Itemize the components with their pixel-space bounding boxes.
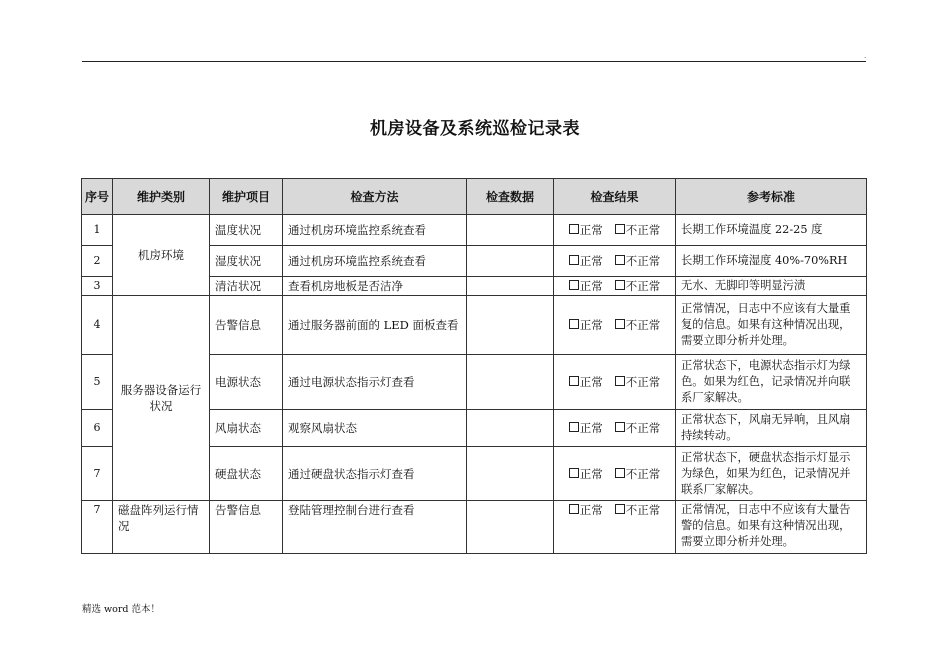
- normal-checkbox[interactable]: [569, 376, 579, 386]
- data-input-cell[interactable]: [467, 501, 554, 554]
- method-cell: 观察风扇状态: [283, 410, 467, 447]
- row-seq: 6: [82, 410, 113, 447]
- item-cell: 温度状况: [210, 215, 283, 246]
- standard-cell: 正常情况，日志中不应该有大量告警的信息。如果有这种情况出现，需要立即分析并处理。: [676, 501, 867, 554]
- abnormal-checkbox[interactable]: [615, 280, 625, 290]
- col-header-standard: 参考标准: [676, 179, 867, 215]
- normal-label: 正常: [579, 279, 603, 293]
- normal-label: 正常: [579, 421, 603, 435]
- normal-label: 正常: [579, 466, 603, 481]
- document-title: 机房设备及系统巡检记录表: [370, 119, 580, 139]
- category-cell: 服务器设备运行状况: [113, 296, 210, 501]
- normal-checkbox[interactable]: [569, 422, 579, 432]
- normal-checkbox[interactable]: [569, 504, 579, 514]
- abnormal-checkbox[interactable]: [615, 319, 625, 329]
- data-input-cell[interactable]: [467, 246, 554, 277]
- row-seq: 7: [82, 447, 113, 501]
- result-cell: [554, 277, 676, 296]
- table-row: [82, 501, 867, 554]
- col-header-seq: 序号: [82, 179, 113, 215]
- normal-label: 正常: [579, 254, 603, 268]
- normal-label: 正常: [579, 503, 603, 517]
- result-cell: [554, 410, 676, 447]
- abnormal-label: 不正常: [625, 466, 661, 481]
- col-header-category: 维护类别: [113, 179, 210, 215]
- result-cell: [554, 447, 676, 501]
- standard-cell: 长期工作环境温度 22-25 度: [676, 215, 867, 246]
- method-cell: 登陆管理控制台进行查看: [283, 501, 467, 554]
- standard-cell: 无水、无脚印等明显污渍: [676, 277, 867, 296]
- table-row: [82, 215, 867, 246]
- row-seq: 1: [82, 215, 113, 246]
- col-header-item: 维护项目: [210, 179, 283, 215]
- method-cell: 通过机房环境监控系统查看: [283, 246, 467, 277]
- result-cell: [554, 501, 676, 554]
- standard-cell: 正常状态下，电源状态指示灯为绿色。如果为红色，记录情况并向联系厂家解决。: [676, 355, 867, 410]
- abnormal-checkbox[interactable]: [615, 504, 625, 514]
- corner-mark: .: [864, 52, 867, 60]
- data-input-cell[interactable]: [467, 355, 554, 410]
- header-rule: [82, 61, 866, 62]
- item-cell: 硬盘状态: [210, 447, 283, 501]
- normal-checkbox[interactable]: [569, 280, 579, 290]
- result-cell: [554, 355, 676, 410]
- method-cell: 查看机房地板是否洁净: [283, 277, 467, 296]
- normal-label: 正常: [579, 318, 603, 332]
- standard-cell: 长期工作环境湿度 40%-70%RH: [676, 246, 867, 277]
- col-header-method: 检查方法: [283, 179, 467, 215]
- category-cell: 机房环境: [113, 215, 210, 296]
- method-cell: 通过机房环境监控系统查看: [283, 215, 467, 246]
- abnormal-checkbox[interactable]: [615, 376, 625, 386]
- item-cell: 告警信息: [210, 501, 283, 554]
- data-input-cell[interactable]: [467, 296, 554, 355]
- result-cell: [554, 296, 676, 355]
- page-footer: 精选 word 范本！: [82, 604, 161, 615]
- row-seq: 7: [82, 501, 113, 554]
- row-seq: 2: [82, 246, 113, 277]
- table-row: [82, 296, 867, 355]
- row-seq: 4: [82, 296, 113, 355]
- item-cell: 风扇状态: [210, 410, 283, 447]
- abnormal-checkbox[interactable]: [615, 468, 625, 478]
- data-input-cell[interactable]: [467, 447, 554, 501]
- normal-checkbox[interactable]: [569, 319, 579, 329]
- method-cell: 通过硬盘状态指示灯查看: [283, 447, 467, 501]
- abnormal-label: 不正常: [625, 421, 661, 435]
- normal-checkbox[interactable]: [569, 468, 579, 478]
- abnormal-label: 不正常: [625, 254, 661, 268]
- method-cell: 通过电源状态指示灯查看: [283, 355, 467, 410]
- normal-checkbox[interactable]: [569, 224, 579, 234]
- abnormal-label: 不正常: [625, 375, 661, 389]
- col-header-result: 检查结果: [554, 179, 676, 215]
- method-cell: 通过服务器前面的 LED 面板查看: [283, 296, 467, 355]
- normal-label: 正常: [579, 375, 603, 389]
- abnormal-checkbox[interactable]: [615, 255, 625, 265]
- data-input-cell[interactable]: [467, 277, 554, 296]
- normal-checkbox[interactable]: [569, 255, 579, 265]
- standard-cell: 正常状态下，风扇无异响，且风扇持续转动。: [676, 410, 867, 447]
- standard-cell: 正常情况，日志中不应该有大量重复的信息。如果有这种情况出现，需要立即分析并处理。: [676, 296, 867, 355]
- category-cell: 磁盘阵列运行情况: [113, 501, 210, 554]
- row-seq: 5: [82, 355, 113, 410]
- normal-label: 正常: [579, 223, 603, 237]
- item-cell: 告警信息: [210, 296, 283, 355]
- standard-cell: 正常状态下，硬盘状态指示灯显示为绿色，如果为红色，记录情况并联系厂家解决。: [676, 447, 867, 501]
- item-cell: 电源状态: [210, 355, 283, 410]
- table-header-row: [82, 179, 867, 215]
- abnormal-checkbox[interactable]: [615, 422, 625, 432]
- abnormal-label: 不正常: [625, 318, 661, 332]
- inspection-table: [81, 178, 867, 554]
- data-input-cell[interactable]: [467, 410, 554, 447]
- col-header-data: 检查数据: [467, 179, 554, 215]
- item-cell: 清洁状况: [210, 277, 283, 296]
- item-cell: 湿度状况: [210, 246, 283, 277]
- abnormal-checkbox[interactable]: [615, 224, 625, 234]
- result-cell: [554, 246, 676, 277]
- result-cell: [554, 215, 676, 246]
- data-input-cell[interactable]: [467, 215, 554, 246]
- abnormal-label: 不正常: [625, 223, 661, 237]
- abnormal-label: 不正常: [625, 279, 661, 293]
- row-seq: 3: [82, 277, 113, 296]
- abnormal-label: 不正常: [625, 503, 661, 517]
